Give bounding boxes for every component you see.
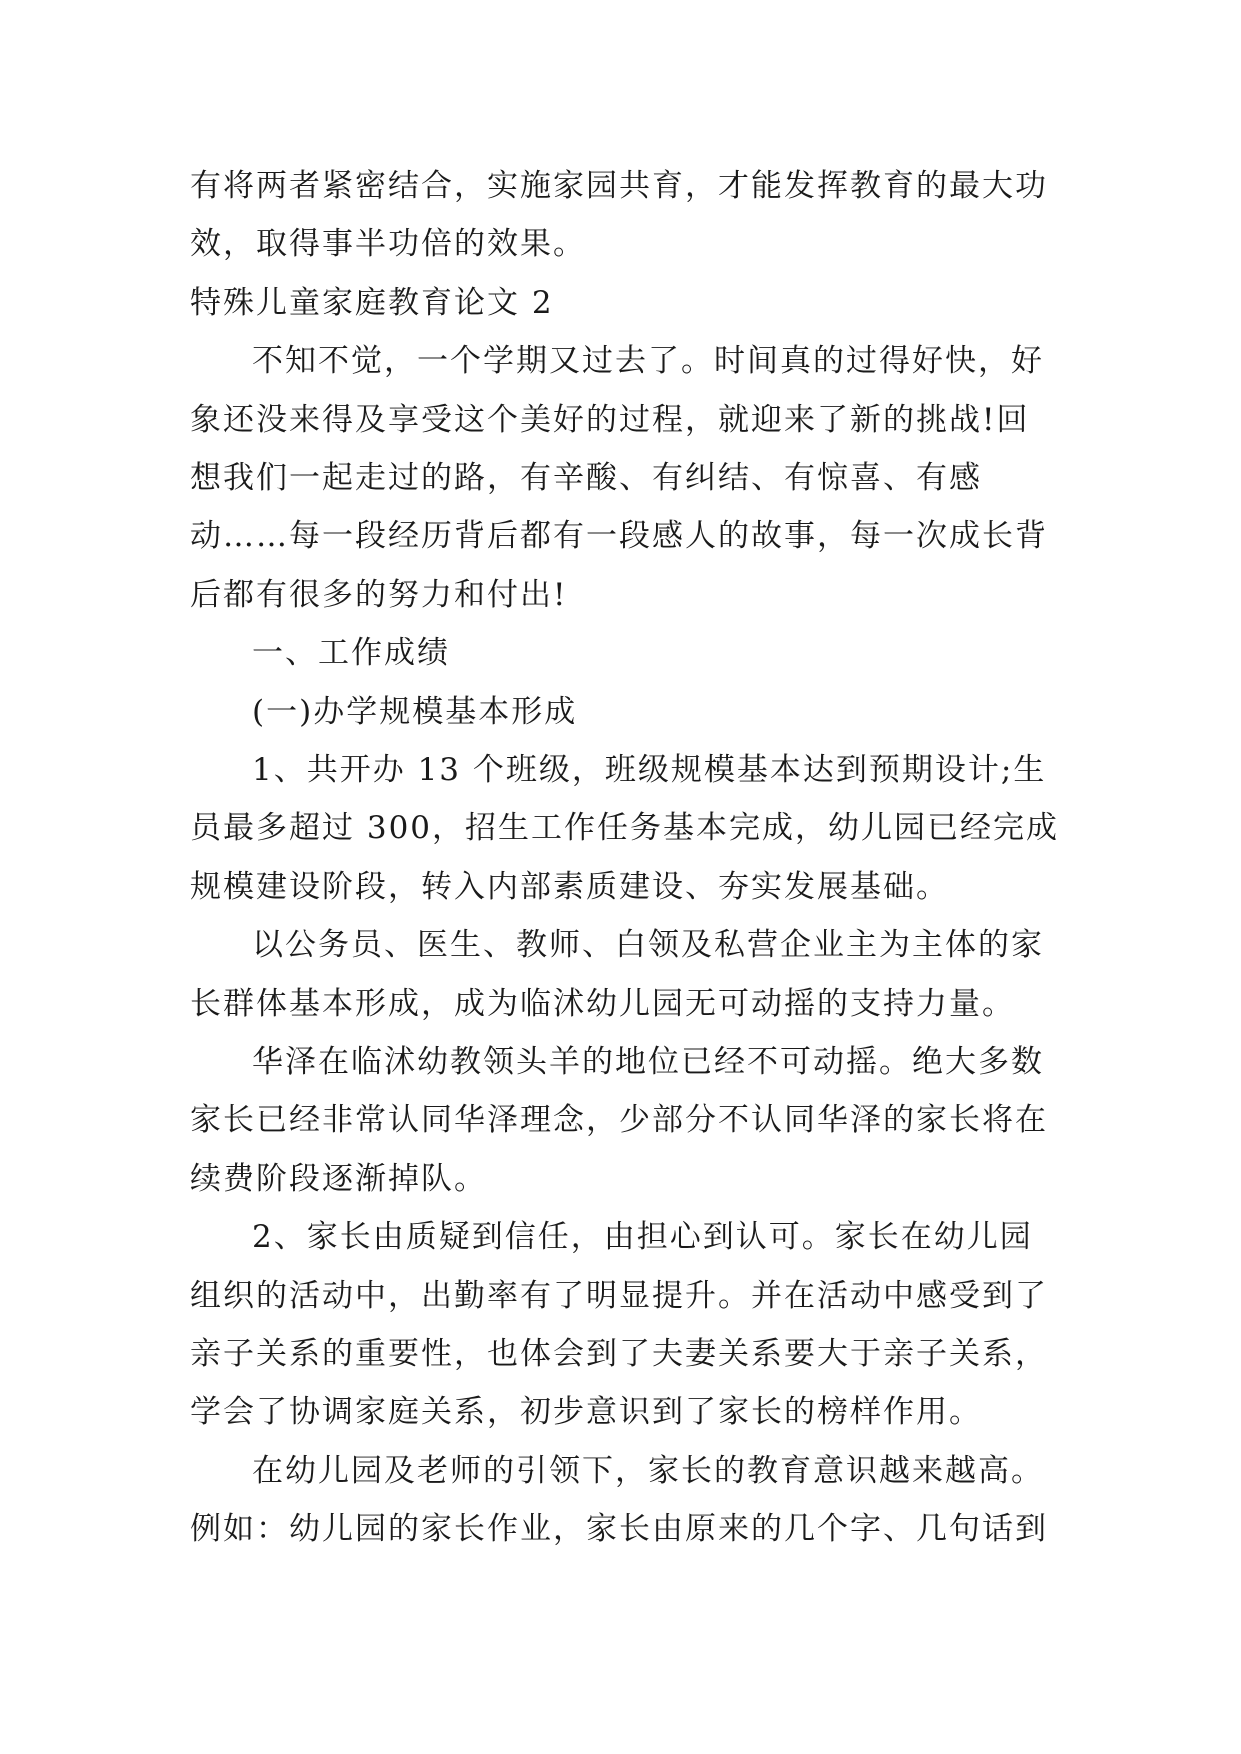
text-line: 规模建设阶段，转入内部素质建设、夯实发展基础。 bbox=[190, 869, 949, 905]
text-line: 效，取得事半功倍的效果。 bbox=[190, 226, 586, 262]
text-line: 动……每一段经历背后都有一段感人的故事，每一次成长背 bbox=[190, 518, 1048, 554]
text-line: 2、家长由质疑到信任，由担心到认可。家长在幼儿园 bbox=[252, 1219, 1033, 1255]
subheading: (一)办学规模基本形成 bbox=[252, 694, 578, 730]
text-line: 华泽在临沭幼教领头羊的地位已经不可动摇。绝大多数 bbox=[252, 1044, 1044, 1080]
subheading: 一、工作成绩 bbox=[252, 635, 450, 671]
text-line: 亲子关系的重要性，也体会到了夫妻关系要大于亲子关系， bbox=[190, 1336, 1048, 1372]
text-line: 在幼儿园及老师的引领下，家长的教育意识越来越高。 bbox=[252, 1453, 1044, 1489]
text-line: 例如：幼儿园的家长作业，家长由原来的几个字、几句话到 bbox=[190, 1511, 1048, 1547]
text-line: 象还没来得及享受这个美好的过程，就迎来了新的挑战!回 bbox=[190, 402, 1030, 438]
text-line: 续费阶段逐渐掉队。 bbox=[190, 1161, 487, 1197]
text-line: 家长已经非常认同华泽理念，少部分不认同华泽的家长将在 bbox=[190, 1102, 1048, 1138]
text-line: 以公务员、医生、教师、白领及私营企业主为主体的家 bbox=[252, 927, 1044, 963]
section-heading: 特殊儿童家庭教育论文 2 bbox=[190, 285, 554, 321]
text-line: 员最多超过 300，招生工作任务基本完成，幼儿园已经完成 bbox=[190, 810, 1060, 846]
text-line: 有将两者紧密结合，实施家园共育，才能发挥教育的最大功 bbox=[190, 168, 1048, 204]
text-line: 想我们一起走过的路，有辛酸、有纠结、有惊喜、有感 bbox=[190, 460, 982, 496]
text-line: 1、共开办 13 个班级，班级规模基本达到预期设计;生 bbox=[252, 752, 1047, 788]
text-line: 不知不觉，一个学期又过去了。时间真的过得好快，好 bbox=[252, 343, 1044, 379]
text-line: 学会了协调家庭关系，初步意识到了家长的榜样作用。 bbox=[190, 1394, 982, 1430]
text-line: 长群体基本形成，成为临沭幼儿园无可动摇的支持力量。 bbox=[190, 986, 1015, 1022]
text-line: 组织的活动中，出勤率有了明显提升。并在活动中感受到了 bbox=[190, 1278, 1048, 1314]
text-line: 后都有很多的努力和付出! bbox=[190, 577, 568, 613]
